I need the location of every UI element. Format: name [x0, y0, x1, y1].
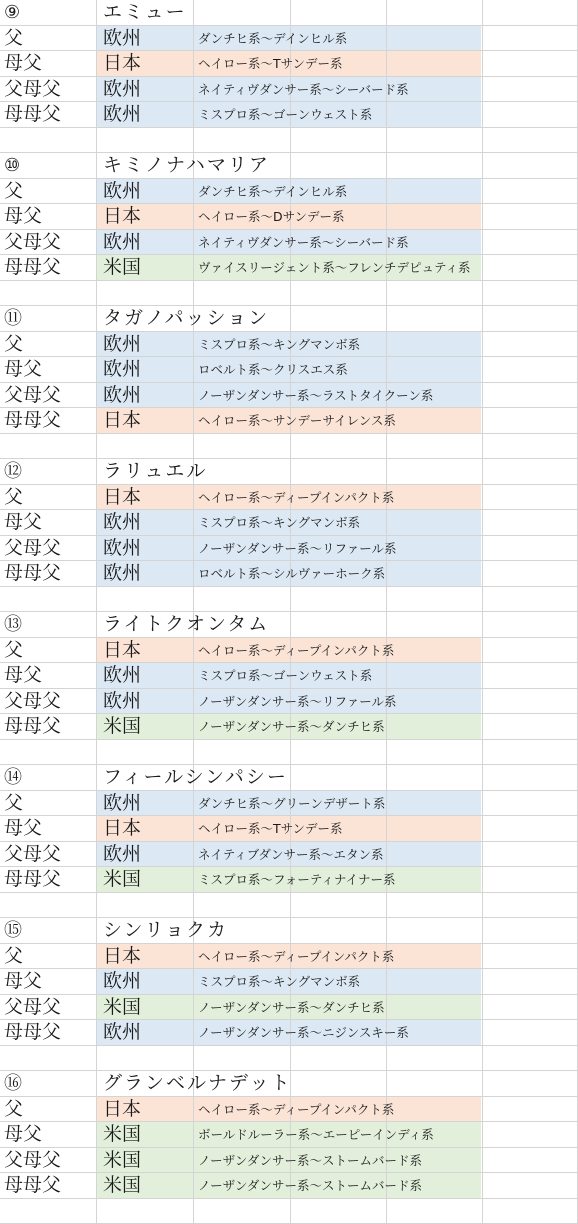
grid-cell[interactable] — [97, 128, 194, 154]
grid-cell[interactable] — [483, 587, 578, 613]
region-label: 米国 — [103, 995, 141, 1021]
region-label: 日本 — [103, 944, 141, 970]
lineage-label: ノーザンダンサー系〜リファール系 — [198, 536, 397, 562]
horse-number: ⑨ — [4, 0, 20, 26]
grid-cell[interactable] — [387, 944, 483, 970]
grid-cell[interactable] — [0, 740, 97, 766]
lineage-label: ミスプロ系〜ゴーンウェスト系 — [198, 102, 372, 128]
lineage-label: ヘイロー系〜ディープインパクト系 — [198, 638, 394, 664]
pedigree-row — [0, 102, 578, 128]
grid-cell[interactable] — [194, 587, 291, 613]
grid-cell[interactable] — [97, 740, 194, 766]
lineage-label: ヘイロー系〜ディープインパクト系 — [198, 1097, 394, 1123]
pedigree-row — [0, 561, 578, 587]
grid-cell[interactable] — [194, 459, 291, 485]
pedigree-row — [0, 842, 578, 868]
grid-cell[interactable] — [483, 612, 578, 638]
grid-cell[interactable] — [483, 918, 578, 944]
grid-cell[interactable] — [483, 434, 578, 460]
relation-label: 父母父 — [4, 689, 61, 715]
pedigree-row — [0, 791, 578, 817]
pedigree-row — [0, 357, 578, 383]
pedigree-row — [0, 714, 578, 740]
horse-number: ⑬ — [4, 612, 22, 638]
relation-label: 父 — [4, 638, 23, 664]
lineage-label: ノーザンダンサー系〜ラストタイクーン系 — [198, 383, 433, 409]
lineage-label: ネイティヴダンサー系〜シーバード系 — [198, 230, 409, 256]
grid-cell[interactable] — [483, 663, 578, 689]
lineage-label: ロベルト系〜クリスエス系 — [198, 357, 348, 383]
horse-number: ⑮ — [4, 918, 22, 944]
grid-cell[interactable] — [194, 0, 291, 26]
horse-number: ⑩ — [4, 153, 20, 179]
grid-cell[interactable] — [483, 102, 578, 128]
grid-cell[interactable] — [387, 842, 483, 868]
pedigree-row — [0, 230, 578, 256]
relation-label: 父母父 — [4, 1148, 61, 1174]
grid-cell[interactable] — [0, 128, 97, 154]
region-label: 日本 — [103, 204, 141, 230]
grid-cell[interactable] — [291, 153, 387, 179]
grid-cell[interactable] — [194, 1199, 291, 1224]
lineage-label: ダンチヒ系〜デインヒル系 — [198, 179, 347, 205]
region-label: 日本 — [103, 408, 141, 434]
pedigree-row — [0, 944, 578, 970]
grid-cell[interactable] — [483, 1020, 578, 1046]
grid-cell[interactable] — [483, 561, 578, 587]
pedigree-row — [0, 77, 578, 103]
grid-cell[interactable] — [483, 485, 578, 511]
region-label: 欧州 — [103, 969, 141, 995]
horse-number: ⑪ — [4, 306, 22, 332]
blank-row — [0, 893, 578, 919]
lineage-label: ヘイロー系〜ディープインパクト系 — [198, 485, 394, 511]
grid-cell[interactable] — [483, 1046, 578, 1072]
lineage-label: ネイティブダンサー系〜エタン系 — [198, 842, 384, 868]
grid-cell[interactable] — [387, 332, 483, 358]
grid-cell[interactable] — [483, 867, 578, 893]
relation-label: 父 — [4, 332, 23, 358]
relation-label: 母父 — [4, 1122, 42, 1148]
relation-label: 母父 — [4, 663, 42, 689]
grid-cell[interactable] — [387, 918, 483, 944]
region-label: 欧州 — [103, 663, 141, 689]
lineage-label: ミスプロ系〜ゴーンウェスト系 — [198, 663, 372, 689]
horse-header-row — [0, 0, 578, 26]
grid-cell[interactable] — [387, 765, 483, 791]
horse-number: ⑭ — [4, 765, 22, 791]
grid-cell[interactable] — [0, 1046, 97, 1072]
grid-cell[interactable] — [483, 255, 578, 281]
grid-cell[interactable] — [387, 128, 483, 154]
relation-label: 母父 — [4, 510, 42, 536]
grid-cell[interactable] — [0, 434, 97, 460]
grid-cell[interactable] — [387, 1046, 483, 1072]
grid-cell[interactable] — [483, 281, 578, 307]
grid-cell[interactable] — [387, 740, 483, 766]
pedigree-row — [0, 255, 578, 281]
horse-header-row — [0, 918, 578, 944]
lineage-label: ノーザンダンサー系〜ダンチヒ系 — [198, 714, 385, 740]
relation-label: 母父 — [4, 51, 42, 77]
grid-cell[interactable] — [387, 689, 483, 715]
region-label: 欧州 — [103, 561, 141, 587]
relation-label: 母父 — [4, 357, 42, 383]
relation-label: 母母父 — [4, 1020, 61, 1046]
grid-cell[interactable] — [483, 740, 578, 766]
blank-row — [0, 740, 578, 766]
horse-name: エミュー — [103, 0, 187, 26]
grid-cell[interactable] — [387, 791, 483, 817]
grid-cell[interactable] — [291, 1046, 387, 1072]
horse-number: ⑫ — [4, 459, 22, 485]
lineage-label: ミスプロ系〜キングマンボ系 — [198, 332, 360, 358]
horse-header-row — [0, 306, 578, 332]
lineage-label: ミスプロ系〜キングマンボ系 — [198, 510, 360, 536]
pedigree-row — [0, 1122, 578, 1148]
grid-cell[interactable] — [0, 281, 97, 307]
lineage-label: ダンチヒ系〜グリーンデザート系 — [198, 791, 385, 817]
horse-name: ライトクオンタム — [103, 612, 269, 638]
grid-cell[interactable] — [387, 26, 483, 52]
pedigree-row — [0, 536, 578, 562]
region-label: 欧州 — [103, 179, 141, 205]
grid-cell[interactable] — [194, 1046, 291, 1072]
relation-label: 母母父 — [4, 408, 61, 434]
grid-cell[interactable] — [387, 306, 483, 332]
grid-cell[interactable] — [291, 587, 387, 613]
grid-cell[interactable] — [483, 459, 578, 485]
pedigree-row — [0, 51, 578, 77]
grid-cell[interactable] — [483, 816, 578, 842]
grid-cell[interactable] — [291, 893, 387, 919]
grid-cell[interactable] — [483, 408, 578, 434]
pedigree-row — [0, 1148, 578, 1174]
region-label: 欧州 — [103, 77, 141, 103]
relation-label: 母母父 — [4, 867, 61, 893]
grid-cell[interactable] — [483, 638, 578, 664]
grid-cell[interactable] — [291, 1199, 387, 1224]
grid-cell[interactable] — [483, 204, 578, 230]
pedigree-row — [0, 1097, 578, 1123]
region-label: 欧州 — [103, 230, 141, 256]
lineage-label: ヘイロー系〜Dサンデー系 — [198, 204, 345, 230]
grid-cell[interactable] — [194, 281, 291, 307]
horse-header-row — [0, 459, 578, 485]
relation-label: 母母父 — [4, 714, 61, 740]
pedigree-row — [0, 689, 578, 715]
pedigree-row — [0, 26, 578, 52]
grid-cell[interactable] — [387, 893, 483, 919]
lineage-label: ボールドルーラー系〜エーピーインディ系 — [198, 1122, 434, 1148]
region-label: 米国 — [103, 867, 141, 893]
blank-row — [0, 1199, 578, 1224]
grid-cell[interactable] — [387, 587, 483, 613]
pedigree-row — [0, 408, 578, 434]
horse-name: キミノナハマリア — [103, 153, 270, 179]
pedigree-row — [0, 995, 578, 1021]
pedigree-row — [0, 179, 578, 205]
region-label: 米国 — [103, 255, 141, 281]
region-label: 日本 — [103, 816, 141, 842]
grid-cell[interactable] — [387, 408, 483, 434]
grid-cell[interactable] — [483, 689, 578, 715]
grid-cell[interactable] — [387, 102, 483, 128]
pedigree-row — [0, 332, 578, 358]
lineage-label: ノーザンダンサー系〜ニジンスキー系 — [198, 1020, 409, 1046]
grid-cell[interactable] — [387, 1097, 483, 1123]
pedigree-row — [0, 383, 578, 409]
horse-name: シンリョクカ — [103, 918, 228, 944]
grid-cell[interactable] — [483, 128, 578, 154]
grid-cell[interactable] — [387, 357, 483, 383]
grid-cell[interactable] — [291, 918, 387, 944]
grid-cell[interactable] — [291, 1071, 387, 1097]
grid-cell[interactable] — [387, 281, 483, 307]
grid-cell[interactable] — [387, 51, 483, 77]
grid-cell[interactable] — [483, 1173, 578, 1199]
grid-cell[interactable] — [387, 179, 483, 205]
grid-cell[interactable] — [483, 995, 578, 1021]
relation-label: 母父 — [4, 816, 42, 842]
lineage-label: ネイティヴダンサー系〜シーバード系 — [198, 77, 409, 103]
grid-cell[interactable] — [97, 1046, 194, 1072]
grid-cell[interactable] — [483, 153, 578, 179]
grid-cell[interactable] — [483, 26, 578, 52]
grid-cell[interactable] — [483, 383, 578, 409]
grid-cell[interactable] — [194, 434, 291, 460]
horse-header-row — [0, 612, 578, 638]
grid-cell[interactable] — [483, 0, 578, 26]
grid-cell[interactable] — [387, 459, 483, 485]
relation-label: 母父 — [4, 969, 42, 995]
grid-cell[interactable] — [387, 485, 483, 511]
lineage-label: ダンチヒ系〜デインヒル系 — [198, 26, 347, 52]
grid-cell[interactable] — [483, 842, 578, 868]
relation-label: 母母父 — [4, 1173, 61, 1199]
grid-cell[interactable] — [194, 128, 291, 154]
grid-cell[interactable] — [387, 510, 483, 536]
region-label: 米国 — [103, 714, 141, 740]
grid-cell[interactable] — [483, 893, 578, 919]
grid-cell[interactable] — [387, 0, 483, 26]
grid-cell[interactable] — [291, 306, 387, 332]
region-label: 米国 — [103, 1122, 141, 1148]
region-label: 欧州 — [103, 536, 141, 562]
grid-cell[interactable] — [291, 765, 387, 791]
horse-name: フィールシンパシー — [103, 765, 288, 791]
grid-cell[interactable] — [387, 816, 483, 842]
grid-cell[interactable] — [387, 995, 483, 1021]
relation-label: 父母父 — [4, 383, 61, 409]
grid-cell[interactable] — [387, 969, 483, 995]
grid-cell[interactable] — [387, 536, 483, 562]
grid-cell[interactable] — [291, 281, 387, 307]
lineage-label: ノーザンダンサー系〜ストームバード系 — [198, 1173, 422, 1199]
lineage-label: ヘイロー系〜Tサンデー系 — [198, 816, 343, 842]
blank-row — [0, 1046, 578, 1072]
region-label: 欧州 — [103, 1020, 141, 1046]
pedigree-row — [0, 969, 578, 995]
relation-label: 父 — [4, 944, 23, 970]
grid-cell[interactable] — [483, 1122, 578, 1148]
grid-cell[interactable] — [387, 612, 483, 638]
relation-label: 父母父 — [4, 842, 61, 868]
grid-cell[interactable] — [194, 740, 291, 766]
pedigree-row — [0, 485, 578, 511]
lineage-label: ヘイロー系〜Tサンデー系 — [198, 51, 343, 77]
grid-cell[interactable] — [97, 1199, 194, 1224]
relation-label: 父 — [4, 791, 23, 817]
region-label: 日本 — [103, 485, 141, 511]
horse-header-row — [0, 1071, 578, 1097]
grid-cell[interactable] — [194, 893, 291, 919]
grid-cell[interactable] — [483, 510, 578, 536]
grid-cell[interactable] — [483, 969, 578, 995]
lineage-label: ノーザンダンサー系〜ストームバード系 — [198, 1148, 422, 1174]
relation-label: 父 — [4, 26, 23, 52]
horse-name: タガノパッション — [103, 306, 269, 332]
grid-cell[interactable] — [97, 893, 194, 919]
relation-label: 父 — [4, 1097, 23, 1123]
lineage-label: ヴァイスリージェント系〜フレンチデピュティ系 — [198, 255, 470, 281]
grid-cell[interactable] — [387, 663, 483, 689]
grid-cell[interactable] — [291, 459, 387, 485]
grid-cell[interactable] — [387, 638, 483, 664]
grid-cell[interactable] — [387, 1199, 483, 1224]
region-label: 欧州 — [103, 689, 141, 715]
grid-cell[interactable] — [483, 791, 578, 817]
region-label: 米国 — [103, 1148, 141, 1174]
grid-cell[interactable] — [387, 714, 483, 740]
grid-cell[interactable] — [97, 281, 194, 307]
grid-cell[interactable] — [483, 357, 578, 383]
horse-name: ラリュエル — [103, 459, 207, 485]
lineage-label: ロベルト系〜シルヴァーホーク系 — [198, 561, 385, 587]
region-label: 米国 — [103, 1173, 141, 1199]
horse-number: ⑯ — [4, 1071, 22, 1097]
relation-label: 父 — [4, 179, 23, 205]
grid-cell[interactable] — [387, 153, 483, 179]
lineage-label: ノーザンダンサー系〜リファール系 — [198, 689, 397, 715]
region-label: 欧州 — [103, 102, 141, 128]
grid-cell[interactable] — [387, 867, 483, 893]
grid-cell[interactable] — [483, 179, 578, 205]
grid-cell[interactable] — [483, 1148, 578, 1174]
horse-header-row — [0, 765, 578, 791]
lineage-label: ミスプロ系〜フォーティナイナー系 — [198, 867, 396, 893]
grid-cell[interactable] — [483, 51, 578, 77]
grid-cell[interactable] — [483, 714, 578, 740]
grid-cell[interactable] — [291, 740, 387, 766]
relation-label: 父 — [4, 485, 23, 511]
grid-cell[interactable] — [483, 1199, 578, 1224]
grid-cell[interactable] — [483, 1097, 578, 1123]
grid-cell[interactable] — [291, 612, 387, 638]
grid-cell[interactable] — [387, 1071, 483, 1097]
pedigree-row — [0, 816, 578, 842]
pedigree-row — [0, 1173, 578, 1199]
blank-row — [0, 587, 578, 613]
horse-header-row — [0, 153, 578, 179]
grid-cell[interactable] — [0, 1199, 97, 1224]
grid-cell[interactable] — [483, 1071, 578, 1097]
blank-row — [0, 128, 578, 154]
pedigree-row — [0, 1020, 578, 1046]
relation-label: 母母父 — [4, 561, 61, 587]
lineage-label: ヘイロー系〜サンデーサイレンス系 — [198, 408, 396, 434]
pedigree-row — [0, 638, 578, 664]
region-label: 欧州 — [103, 383, 141, 409]
grid-cell[interactable] — [97, 434, 194, 460]
region-label: 欧州 — [103, 26, 141, 52]
grid-cell[interactable] — [291, 0, 387, 26]
region-label: 日本 — [103, 638, 141, 664]
grid-cell[interactable] — [483, 944, 578, 970]
grid-cell[interactable] — [483, 332, 578, 358]
grid-cell[interactable] — [483, 306, 578, 332]
grid-cell[interactable] — [387, 561, 483, 587]
region-label: 日本 — [103, 51, 141, 77]
grid-cell[interactable] — [0, 893, 97, 919]
region-label: 欧州 — [103, 510, 141, 536]
relation-label: 父母父 — [4, 536, 61, 562]
lineage-label: ミスプロ系〜キングマンボ系 — [198, 969, 360, 995]
relation-label: 母母父 — [4, 255, 61, 281]
region-label: 日本 — [103, 1097, 141, 1123]
pedigree-row — [0, 867, 578, 893]
relation-label: 父母父 — [4, 995, 61, 1021]
blank-row — [0, 281, 578, 307]
grid-cell[interactable] — [483, 230, 578, 256]
horse-name: グランベルナデット — [103, 1071, 292, 1097]
pedigree-row — [0, 204, 578, 230]
relation-label: 父母父 — [4, 77, 61, 103]
lineage-label: ノーザンダンサー系〜ダンチヒ系 — [198, 995, 385, 1021]
lineage-label: ヘイロー系〜ディープインパクト系 — [198, 944, 394, 970]
relation-label: 父母父 — [4, 230, 61, 256]
region-label: 欧州 — [103, 332, 141, 358]
grid-cell[interactable] — [387, 434, 483, 460]
grid-cell[interactable] — [0, 587, 97, 613]
grid-cell[interactable] — [387, 204, 483, 230]
pedigree-row — [0, 510, 578, 536]
grid-cell[interactable] — [483, 77, 578, 103]
region-label: 欧州 — [103, 357, 141, 383]
grid-cell[interactable] — [291, 128, 387, 154]
grid-cell[interactable] — [483, 765, 578, 791]
blank-row — [0, 434, 578, 460]
region-label: 欧州 — [103, 842, 141, 868]
relation-label: 母母父 — [4, 102, 61, 128]
relation-label: 母父 — [4, 204, 42, 230]
region-label: 欧州 — [103, 791, 141, 817]
grid-cell[interactable] — [97, 587, 194, 613]
grid-cell[interactable] — [483, 536, 578, 562]
grid-cell[interactable] — [291, 434, 387, 460]
pedigree-row — [0, 663, 578, 689]
